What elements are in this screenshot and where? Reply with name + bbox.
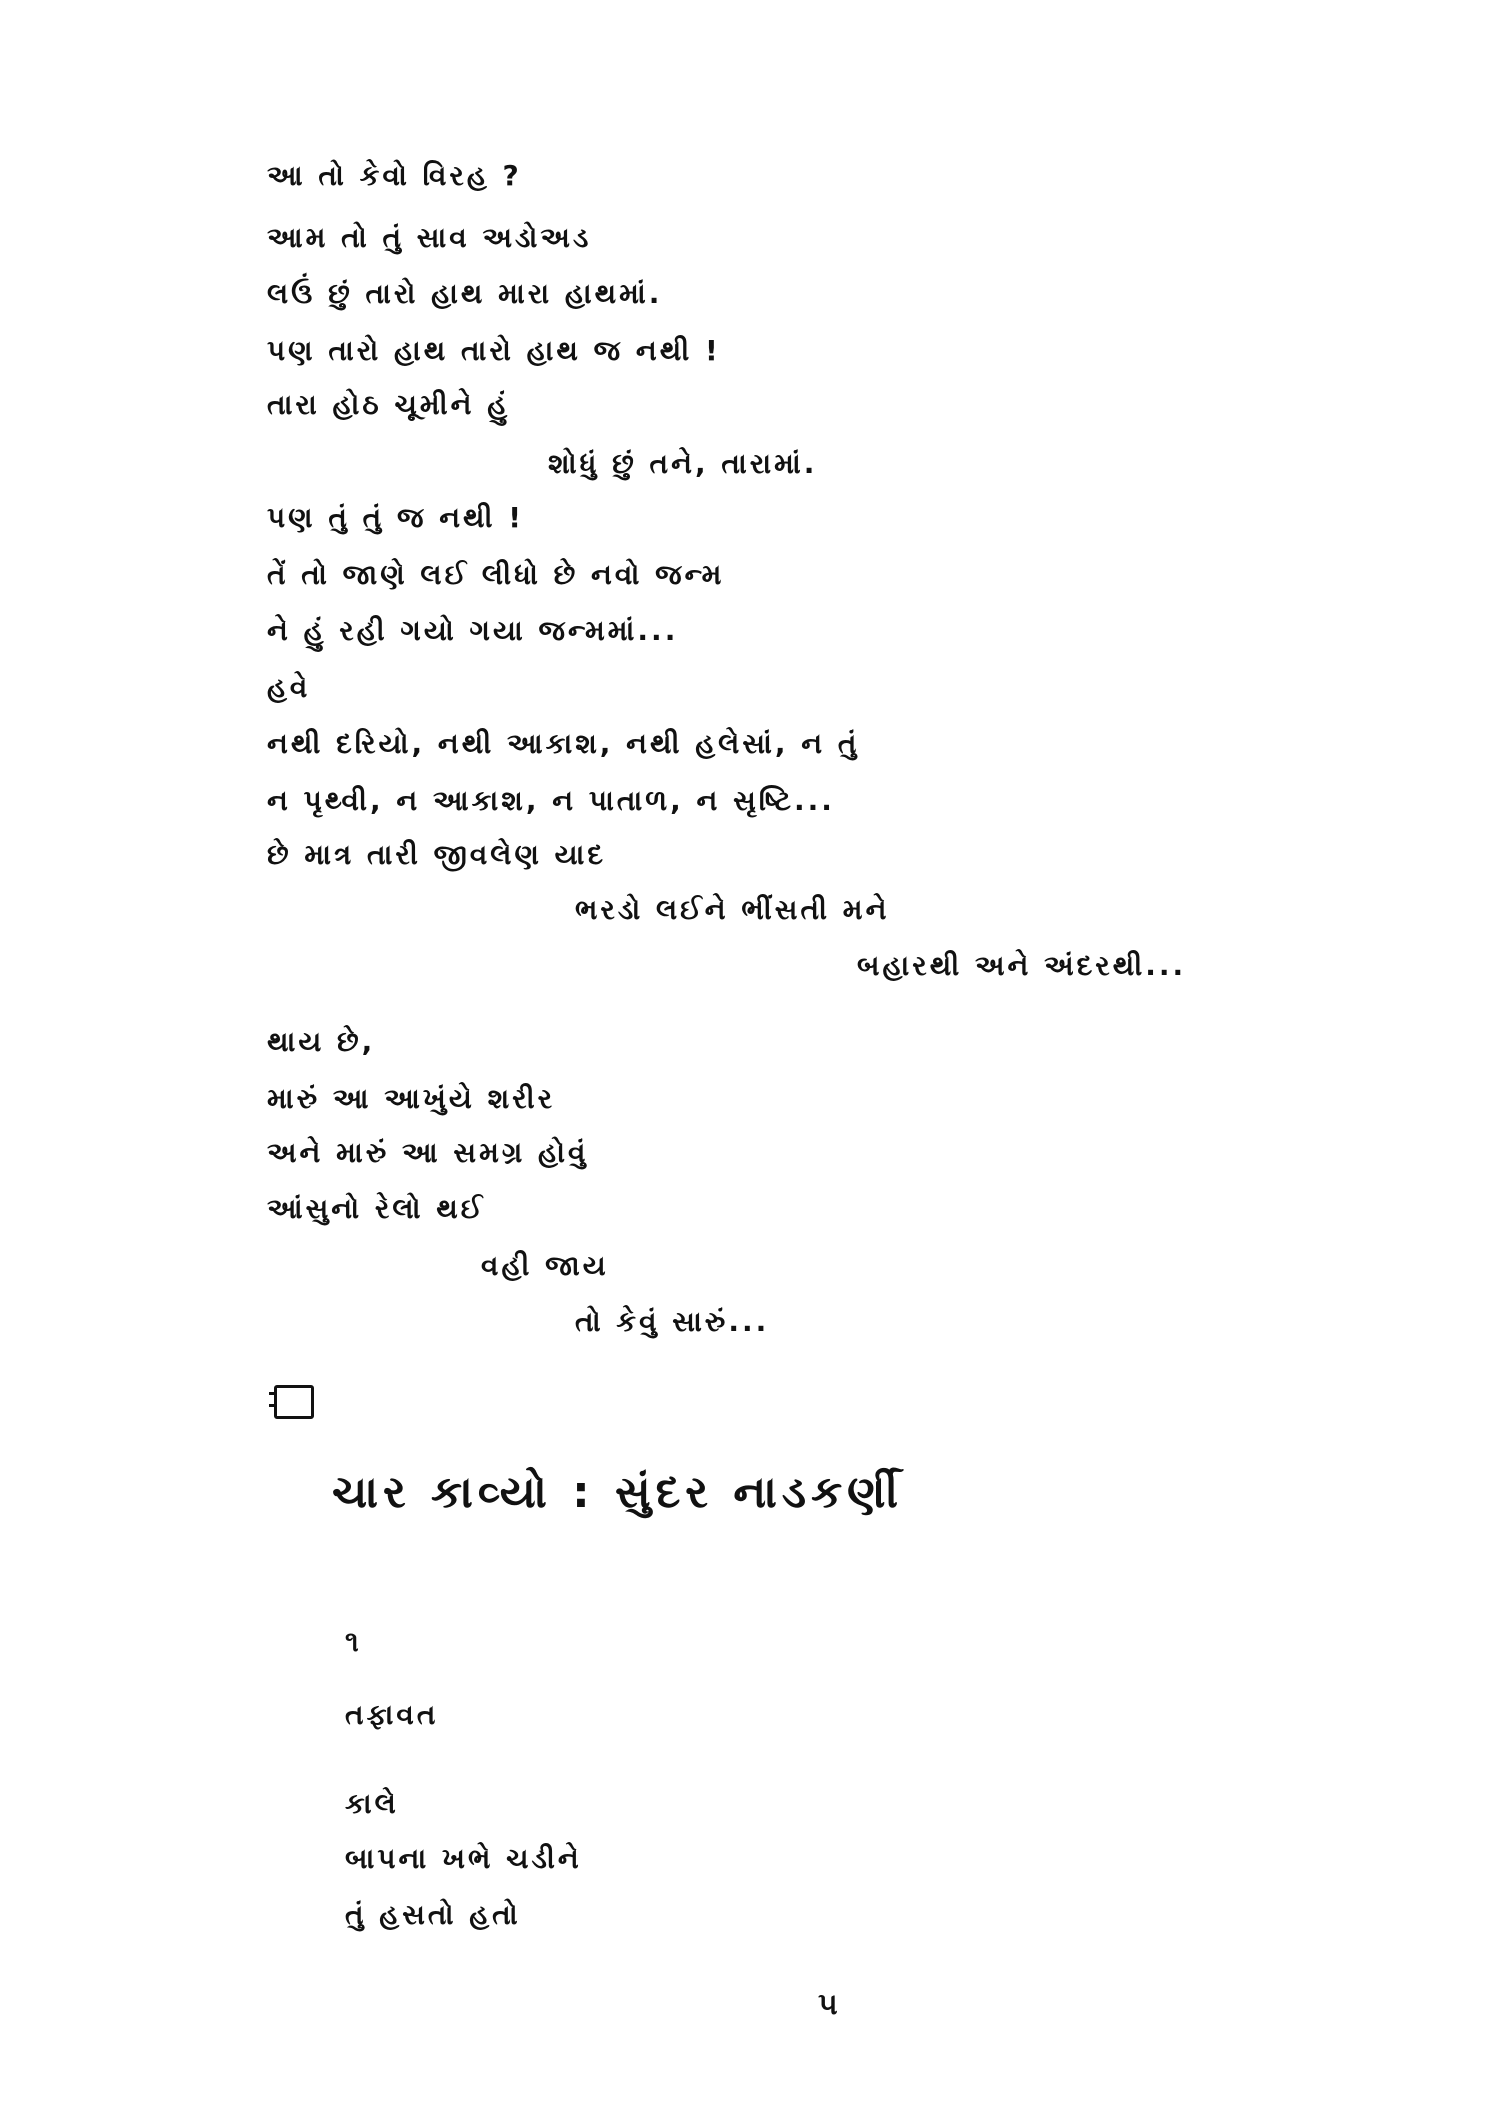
poem-title: તફાવત <box>345 1698 439 1731</box>
poem-line: આંસુનો રેલો થઈ <box>267 1192 486 1225</box>
poem-line: અને મારું આ સમગ્ર હોવું <box>267 1136 589 1169</box>
poem-number: ૧ <box>345 1625 362 1658</box>
poem-line: કાલે <box>345 1787 399 1820</box>
poem-line: આ તો કેવો વિરહ ? <box>267 159 522 192</box>
poem-line: હવે <box>267 671 311 704</box>
poem-line: પણ તું તું જ નથી ! <box>267 501 525 534</box>
poem-line: ને હું રહી ગયો ગયા જન્મમાં... <box>267 614 679 647</box>
section-heading: ચાર કાવ્યો : સુંદર નાડકર્ણી <box>332 1467 904 1518</box>
poem-line: બહારથી અને અંદરથી... <box>857 949 1187 982</box>
poem-line: તારા હોઠ ચૂમીને હું <box>267 388 511 421</box>
poem-line: તું હસતો હતો <box>345 1898 521 1931</box>
poem-line: આમ તો તું સાવ અડોઅડ <box>267 221 592 254</box>
poem-line: થાય છે, <box>267 1025 376 1058</box>
poem-line: શોધું છું તને, તારામાં. <box>548 447 818 480</box>
poem-line: વહી જાય <box>481 1249 609 1282</box>
poem-line: તો કેવું સારું... <box>575 1305 770 1338</box>
square-box-icon <box>274 1385 314 1419</box>
poem-line: છે માત્ર તારી જીવલેણ યાદ <box>267 838 607 871</box>
page-number: ૫ <box>818 1987 838 2022</box>
poem-line: પણ તારો હાથ તારો હાથ જ નથી ! <box>267 334 721 367</box>
poem-line: લઉં છું તારો હાથ મારા હાથમાં. <box>267 277 663 310</box>
poem-line: તેં તો જાણે લઈ લીધો છે નવો જન્મ <box>267 558 725 591</box>
poem-line: નથી દરિયો, નથી આકાશ, નથી હલેસાં, ન તું <box>267 727 860 760</box>
poem-line: મારું આ આખુંયે શરીર <box>267 1082 556 1115</box>
poem-line: ન પૃથ્વી, ન આકાશ, ન પાતાળ, ન સૃષ્ટિ... <box>267 784 835 817</box>
poem-line: ભરડો લઈને ભીંસતી મને <box>575 893 890 926</box>
poem-line: બાપના ખભે ચડીને <box>345 1842 582 1875</box>
